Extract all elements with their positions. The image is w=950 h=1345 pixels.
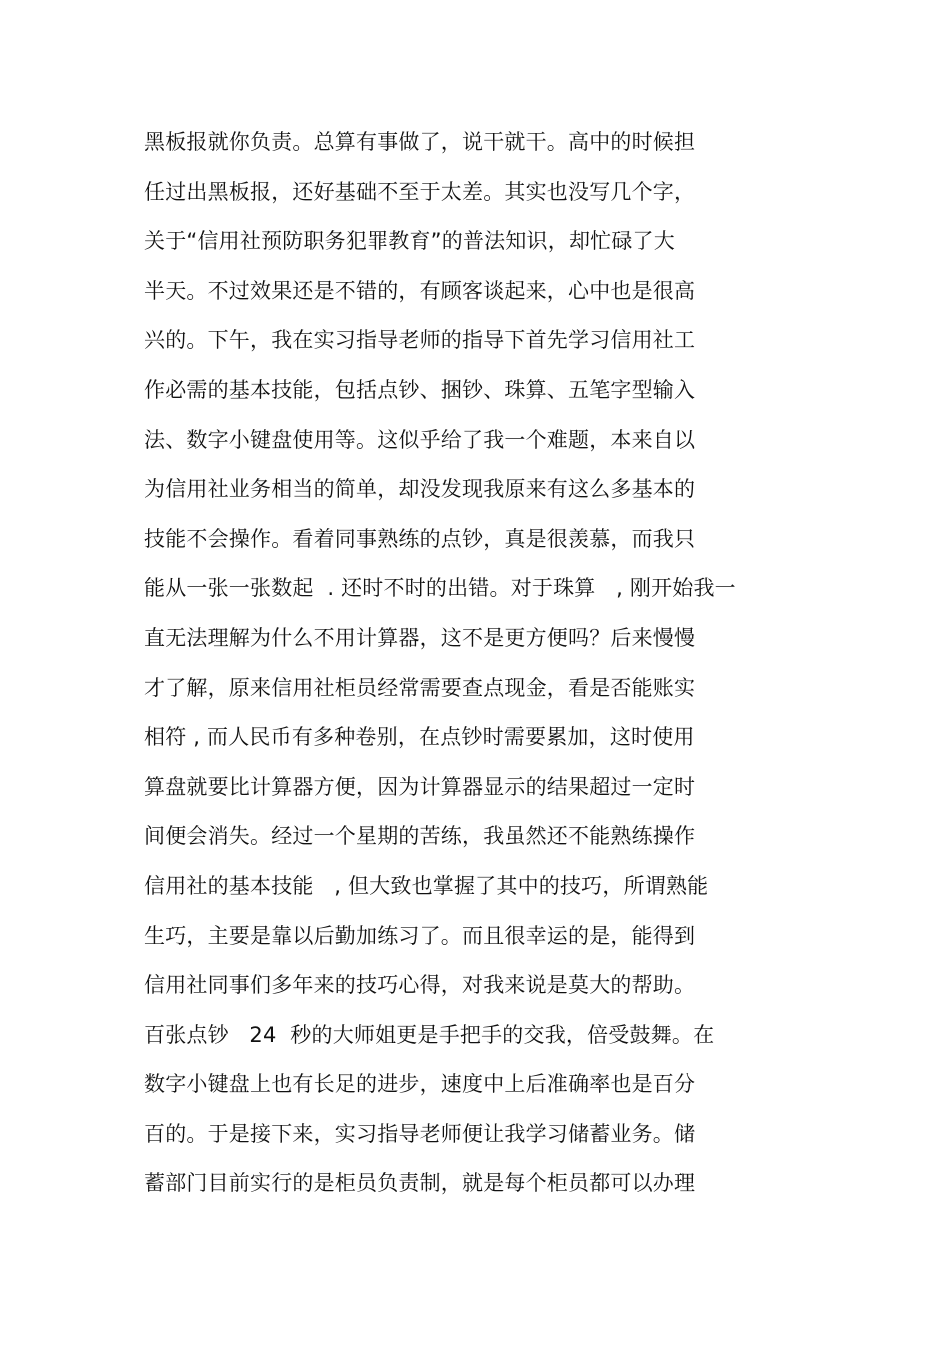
text-line: 技能不会操作。看着同事熟练的点钞，真是很羡慕，而我只 [144, 526, 696, 551]
text-line: 信用社的基本技能 , 但大致也掌握了其中的技巧，所谓熟能 [144, 873, 709, 898]
text-line: 为信用社业务相当的简单，却没发现我原来有这么多基本的 [144, 477, 696, 502]
text-line: 黑板报就你负责。总算有事做了，说干就干。高中的时候担 [144, 130, 696, 154]
text-line: 兴的。下午，我在实习指导老师的指导下首先学习信用社工 [144, 328, 696, 353]
text-line: 数字小键盘上也有长足的进步，速度中上后准确率也是百分 [144, 1072, 696, 1097]
text-line: 蓄部门目前实行的是柜员负责制，就是每个柜员都可以办理 [144, 1171, 696, 1196]
text-line: 生巧，主要是靠以后勤加练习了。而且很幸运的是，能得到 [144, 923, 696, 948]
text-line: 半天。不过效果还是不错的，有顾客谈起来，心中也是很高 [144, 278, 696, 303]
text-line: 法、数字小键盘使用等。这似乎给了我一个难题，本来自以 [144, 427, 696, 452]
text-line: 作必需的基本技能，包括点钞、捆钞、珠算、五笔字型输入 [144, 377, 696, 402]
text-line: 百张点钞 24 秒的大师姐更是手把手的交我，倍受鼓舞。在 [144, 1022, 715, 1047]
text-line: 关于“信用社预防职务犯罪教育”的普法知识，却忙碌了大 [144, 229, 675, 254]
text-line: 相符 , 而人民币有多种卷别，在点钞时需要累加，这时使用 [144, 725, 695, 750]
text-line: 算盘就要比计算器方便，因为计算器显示的结果超过一定时 [144, 774, 696, 799]
text-line: 信用社同事们多年来的技巧心得，对我来说是莫大的帮助。 [144, 973, 696, 998]
text-line: 直无法理解为什么不用计算器，这不是更方便吗？后来慢慢 [144, 625, 696, 650]
body-text [144, 122, 824, 1213]
text-line: 能从一张一张数起 . 还时不时的出错。对于珠算 , 刚开始我一 [144, 576, 736, 601]
text-line: 任过出黑板报，还好基础不至于太差。其实也没写几个字， [144, 179, 696, 204]
text-line: 才了解，原来信用社柜员经常需要查点现金，看是否能账实 [144, 675, 696, 700]
text-line: 间便会消失。经过一个星期的苦练，我虽然还不能熟练操作 [144, 824, 696, 849]
text-line: 百的。于是接下来，实习指导老师便让我学习储蓄业务。储 [144, 1121, 696, 1146]
